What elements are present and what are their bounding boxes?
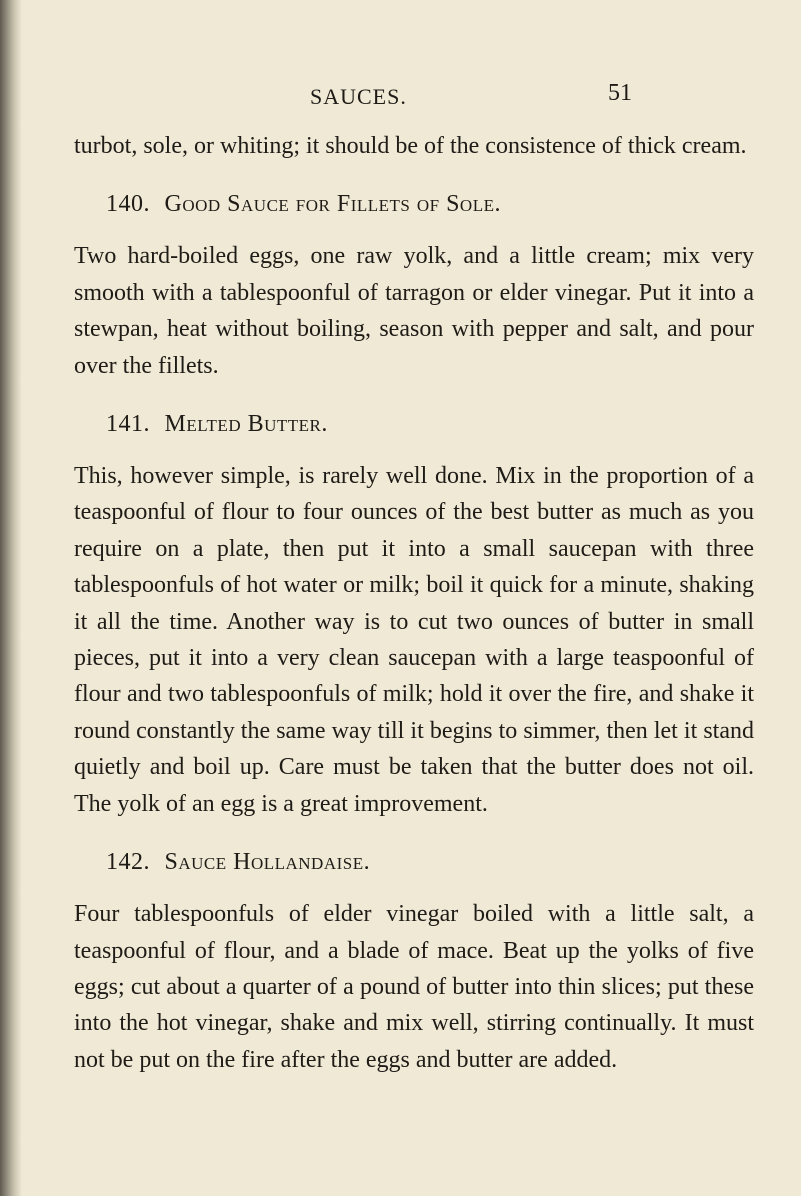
recipe-section-141: [74, 406, 754, 822]
recipe-body: This, however simple, is rarely well done. Mix in the proportion of a teaspoonful of flour to four ounces of the best butter as much as you require on a plate, then put it into a small saucepan with three tablespoonfuls of hot water or milk; boil it quick for a minute, shaking it all the time. Another way is to cut two ounces of butter in small pieces, put it into a very clean saucepan with a large teaspoonful of flour and two tablespoonfuls of milk; hold it over the fire, and shake it round constantly the same way till it begins to simmer, then let it stand quietly and boil up. Care must be taken that the butter does not oil. The yolk of an egg is a great improvement.: [74, 463, 754, 817]
recipe-title: Sauce Hollandaise.: [164, 849, 371, 876]
recipe-heading: [74, 844, 754, 880]
page-number: 51: [608, 80, 632, 106]
recipe-number: 140.: [106, 191, 150, 218]
page-content: [74, 128, 754, 1078]
page-binding-shadow: [0, 0, 22, 1196]
recipe-number: 142.: [106, 849, 150, 876]
recipe-title: Melted Butter.: [164, 411, 328, 438]
recipe-heading: [74, 406, 754, 442]
running-head: SAUCES.: [310, 84, 407, 109]
recipe-section-140: [74, 186, 754, 384]
recipe-body: Four tablespoonfuls of elder vinegar boiled with a little salt, a teaspoonful of flour, and a blade of mace. Beat up the yolks of five eggs; cut about a quarter of a pound of butter into thin slices; put these into the hot vinegar, shake and mix well, stirring continually. It must not be put on the fire after the eggs and butter are added.: [74, 901, 754, 1073]
recipe-title: Good Sauce for Fillets of Sole.: [164, 191, 501, 218]
intro-paragraph: turbot, sole, or whiting; it should be of the consistence of thick cream.: [74, 133, 747, 159]
recipe-heading: [74, 186, 754, 222]
recipe-section-142: [74, 844, 754, 1078]
page-header: [310, 80, 650, 112]
recipe-body: Two hard-boiled eggs, one raw yolk, and a little cream; mix very smooth with a tablespoonful of tarragon or elder vinegar. Put it into a stewpan, heat without boiling, season with pepper and salt, and pour over the fillets.: [74, 243, 754, 379]
recipe-number: 141.: [106, 411, 150, 438]
